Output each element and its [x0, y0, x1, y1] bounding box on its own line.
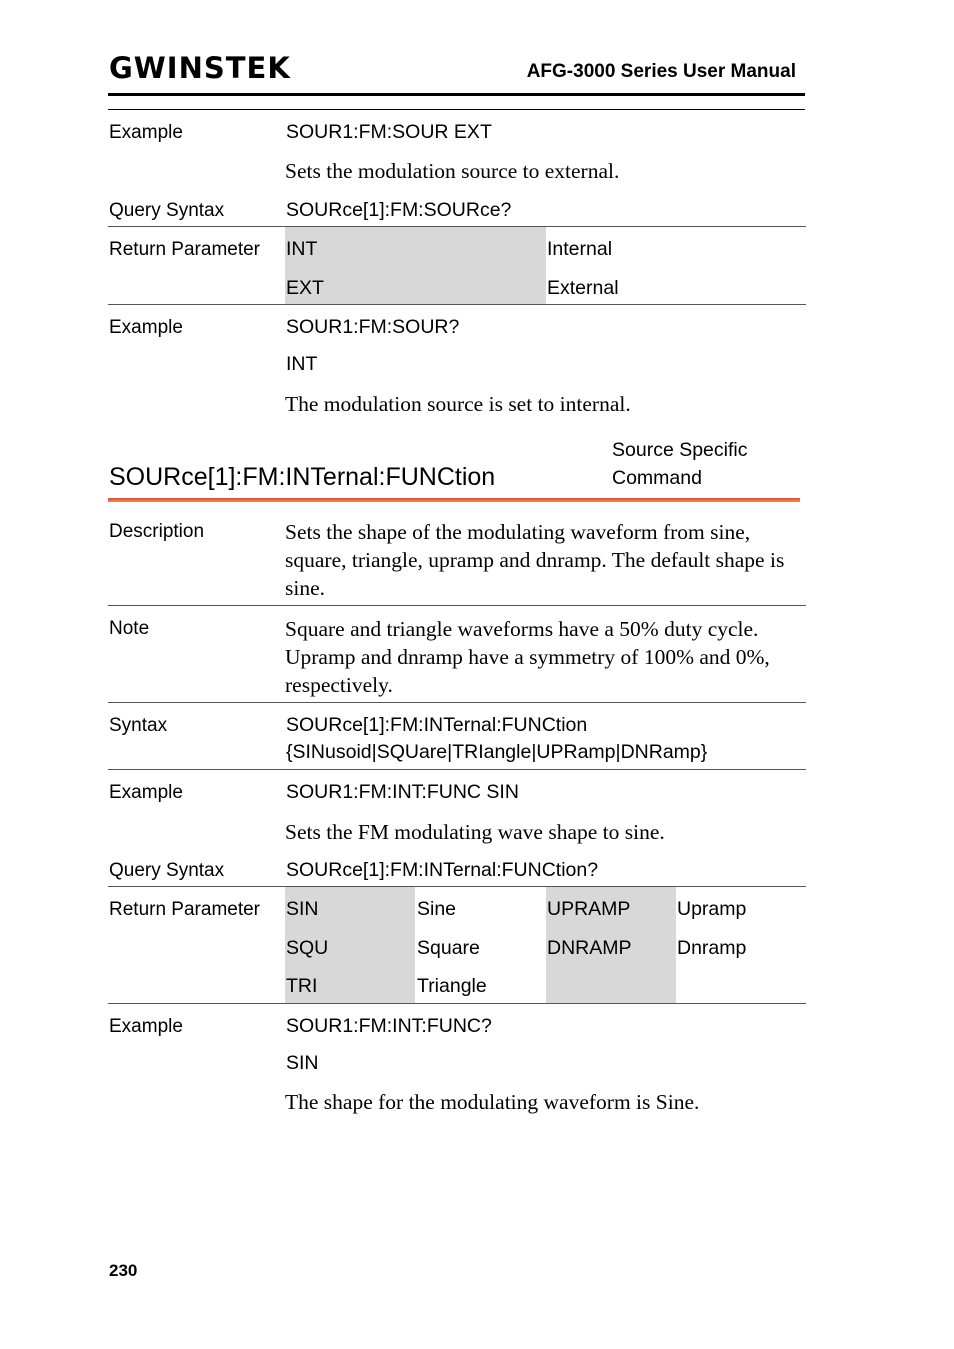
- manual-title: AFG-3000 Series User Manual: [526, 61, 796, 82]
- description-label: Description: [109, 521, 205, 542]
- return-code: SQU: [286, 937, 329, 959]
- example-command: SOUR1:FM:INT:FUNC?: [286, 1015, 492, 1037]
- return-code: UPRAMP: [547, 898, 631, 920]
- syntax-label: Syntax: [109, 715, 168, 736]
- syntax-line: {SINusoid|SQUare|TRIangle|UPRamp|DNRamp}: [286, 741, 708, 763]
- return-code: DNRAMP: [547, 937, 632, 959]
- return-parameter-label: Return Parameter: [109, 899, 261, 920]
- divider: [108, 605, 806, 606]
- divider: [108, 304, 806, 305]
- return-code-shade: [285, 227, 546, 304]
- query-syntax-label: Query Syntax: [109, 200, 225, 221]
- return-parameter-label: Return Parameter: [109, 239, 261, 260]
- example-command: SOUR1:FM:SOUR EXT: [286, 121, 492, 143]
- note-label: Note: [109, 618, 150, 639]
- example-description: The modulation source is set to internal.: [285, 392, 631, 416]
- example-description: Sets the modulation source to external.: [285, 159, 620, 183]
- return-meaning: Upramp: [677, 898, 747, 920]
- example-result: SIN: [286, 1052, 319, 1074]
- query-syntax-label: Query Syntax: [109, 860, 225, 881]
- query-syntax-command: SOURce[1]:FM:INTernal:FUNCtion?: [286, 859, 599, 881]
- divider: [108, 769, 806, 770]
- example-description: The shape for the modulating waveform is Sine.: [285, 1090, 700, 1114]
- example-command: SOUR1:FM:SOUR?: [286, 316, 460, 338]
- section-tag: [612, 436, 747, 492]
- example-label: Example: [109, 1016, 183, 1037]
- page-number: 230: [109, 1261, 138, 1280]
- section-tag-line: Command: [612, 467, 702, 489]
- section-tag-line: Source Specific: [612, 439, 748, 461]
- return-meaning: Dnramp: [677, 937, 747, 959]
- section-title: SOURce[1]:FM:INTernal:FUNCtion: [109, 463, 496, 491]
- return-meaning: Square: [417, 937, 480, 959]
- return-code: SIN: [286, 898, 319, 920]
- return-meaning: External: [547, 277, 619, 299]
- header-rule-thin: [108, 109, 805, 110]
- section-accent-rule: [108, 498, 800, 502]
- example-label: Example: [109, 317, 183, 338]
- example-command: SOUR1:FM:INT:FUNC SIN: [286, 781, 519, 803]
- return-meaning: Internal: [547, 238, 613, 260]
- description-text: Sets the shape of the modulating waveform from sine, square, triangle, upramp and dnramp. The default shape is sine.: [285, 520, 785, 600]
- brand-logo: GWINSTEK: [109, 51, 291, 85]
- example-label: Example: [109, 122, 183, 143]
- return-code: TRI: [286, 975, 318, 997]
- return-meaning: Triangle: [417, 975, 487, 997]
- example-label: Example: [109, 782, 183, 803]
- divider: [108, 1003, 806, 1004]
- return-code: EXT: [286, 277, 324, 299]
- note-text: Square and triangle waveforms have a 50% duty cycle. Upramp and dnramp have a symmetry of 100% and 0%, respectively.: [285, 617, 770, 697]
- return-code: INT: [286, 238, 318, 260]
- header-rule-thick: [108, 93, 805, 96]
- example-description: Sets the FM modulating wave shape to sine.: [285, 820, 665, 844]
- example-result: INT: [286, 353, 318, 375]
- syntax-line: SOURce[1]:FM:INTernal:FUNCtion: [286, 714, 588, 736]
- return-meaning: Sine: [417, 898, 457, 920]
- divider: [108, 886, 806, 887]
- query-syntax-command: SOURce[1]:FM:SOURce?: [286, 199, 512, 221]
- divider: [108, 702, 806, 703]
